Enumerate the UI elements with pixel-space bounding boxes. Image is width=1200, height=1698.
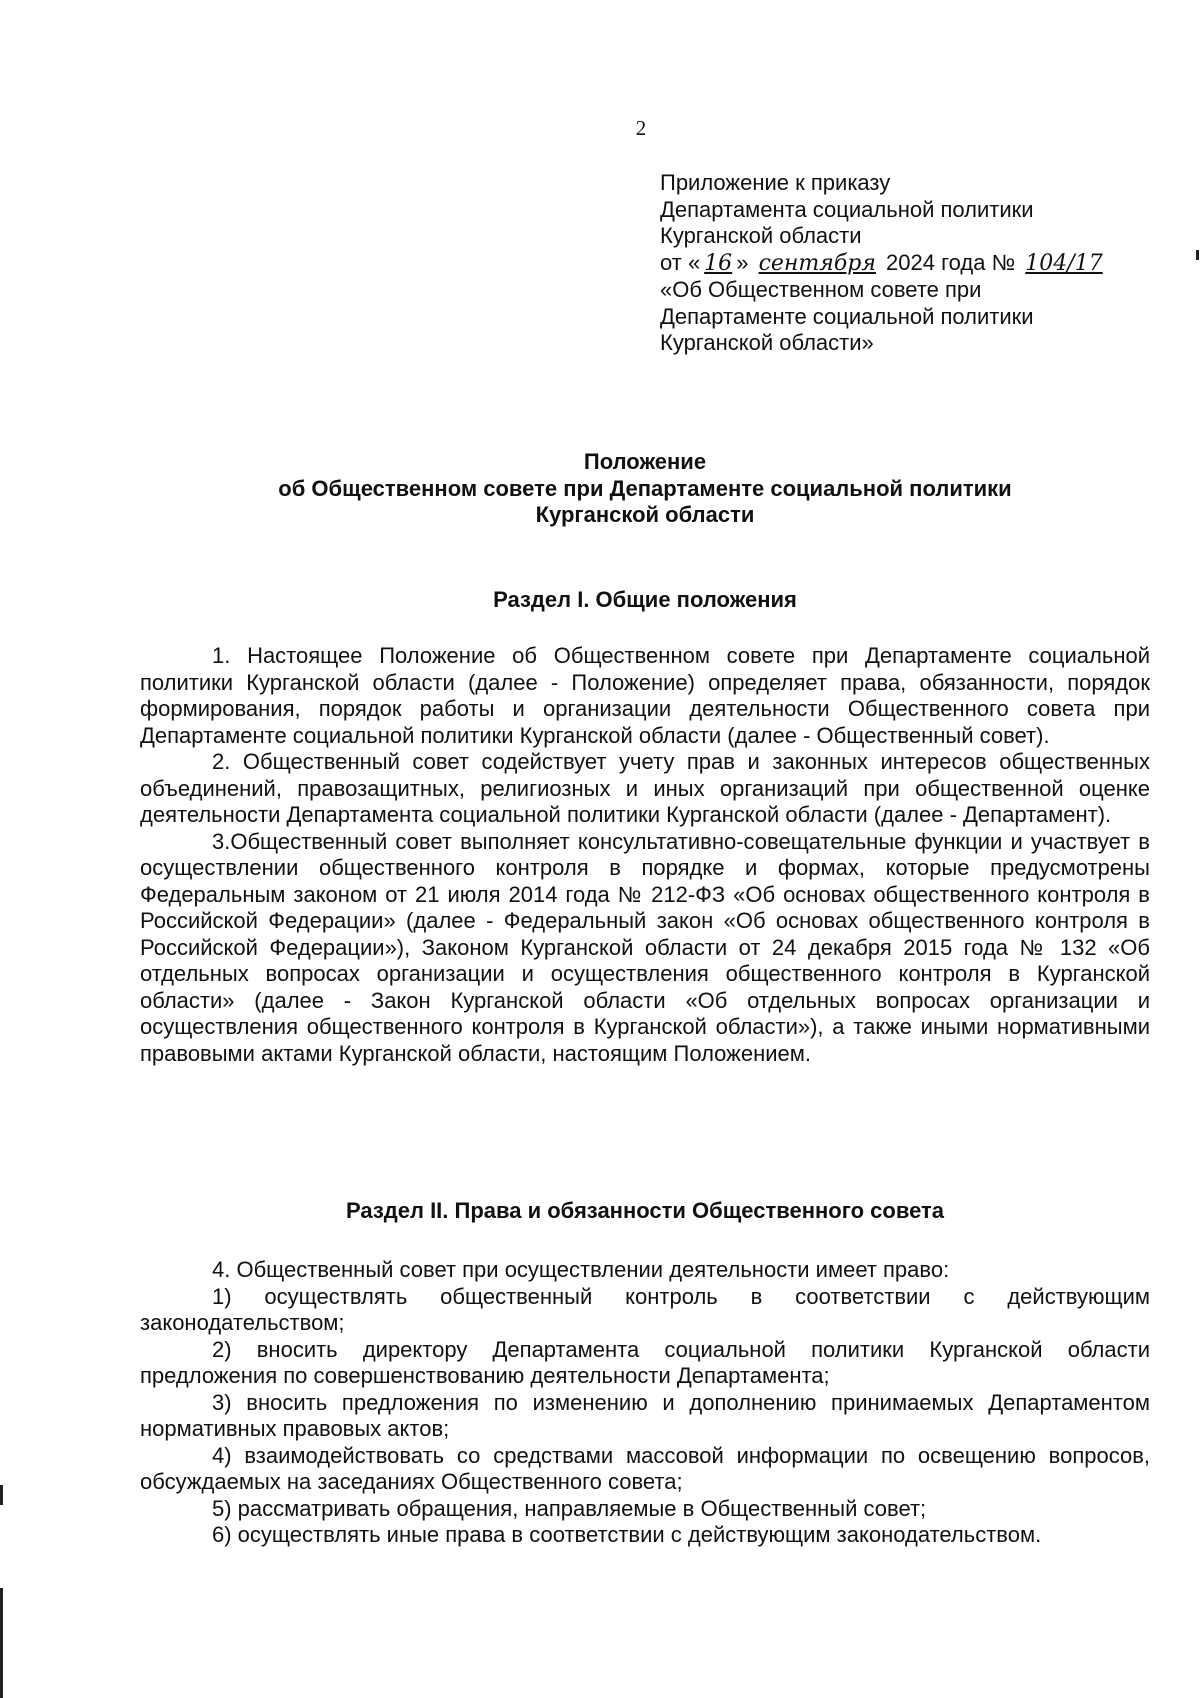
handwritten-order-number: 104/17	[1025, 250, 1103, 276]
appendix-line-5: «Об Общественном совете при	[660, 277, 982, 302]
appendix-line-2: Департамента социальной политики	[660, 196, 1034, 222]
paragraph-2: 2. Общественный совет содействует учету прав и законных интересов общественных объединений, правозащитных, религиозных и иных организаций при общественной оценке деятельности Департамента социальной политики Курганской области (далее - Департамент).	[140, 749, 1150, 827]
section-2-heading: Раздел II. Права и обязанности Общественного совета	[345, 1198, 945, 1223]
list-item-2: 2) вносить директору Департамента социальной политики Курганской области предложения по совершенствованию деятельности Департамента;	[140, 1336, 1150, 1388]
document-title	[140, 449, 1150, 529]
title-line-1: Положение	[583, 449, 707, 474]
list-item-1: 1) осуществлять общественный контроль в соответствии с действующим законодательством;	[140, 1283, 1150, 1335]
scan-edge-dash	[0, 1485, 3, 1505]
page-number: 2	[635, 116, 647, 140]
handwritten-month: сентября	[758, 250, 876, 276]
appendix-date-line	[660, 250, 1180, 278]
list-item-5: 5) рассматривать обращения, направляемые в Общественный совет;	[212, 1495, 927, 1521]
appendix-line-1: Приложение к приказу	[660, 170, 891, 195]
scan-dot-mark	[1196, 250, 1199, 260]
appendix-block	[660, 170, 1180, 357]
list-item-4: 4) взаимодействовать со средствами массовой информации по освещению вопросов, обсуждаемых на заседаниях Общественного совета;	[140, 1442, 1150, 1494]
paragraph-4: 4. Общественный совет при осуществлении деятельности имеет право:	[212, 1257, 950, 1282]
date-mid: »	[736, 249, 749, 275]
paragraph-1: 1. Настоящее Положение об Общественном совете при Департаменте социальной политики Курганской области (далее - Положение) определяет права, обязанности, порядок формирования, порядок работы и организации деятельности Общественного совета при Департаменте социальной политики Курганской области (далее - Общественный совет).	[140, 643, 1150, 748]
date-year: 2024 года №	[886, 249, 1016, 275]
section-1-heading: Раздел I. Общие положения	[493, 587, 797, 612]
date-prefix: от «	[660, 249, 701, 275]
title-line-3: Курганской области	[535, 502, 755, 527]
list-item-6: 6) осуществлять иные права в соответствии с действующим законодательством.	[212, 1522, 1042, 1547]
title-line-2: об Общественном совете при Департаменте социальной политики	[278, 475, 1012, 501]
appendix-line-7: Курганской области»	[660, 330, 874, 355]
scan-edge-mark	[0, 1588, 3, 1698]
paragraph-3: 3.Общественный совет выполняет консультативно-совещательные функции и участвует в осуществлении общественного контроля в порядке и формах, которые предусмотрены Федеральным законом от 21 июля 2014 года № 212-ФЗ «Об основах общественного контроля в Российской Федерации» (далее - Федеральный закон «Об основах общественного контроля в Российской Федерации»), Законом Курганской области от 24 декабря 2015 года № 132 «Об отдельных вопросах организации и осуществления общественного контроля в Курганской области» (далее - Закон Курганской области «Об отдельных вопросах организации и осуществления общественного контроля в Курганской области»), а также иными нормативными правовыми актами Курганской области, настоящим Положением.	[140, 828, 1150, 1066]
handwritten-day: 16	[704, 250, 733, 276]
section-2-body	[140, 1257, 1150, 1549]
appendix-line-3: Курганской области	[660, 223, 862, 248]
appendix-line-6: Департаменте социальной политики	[660, 303, 1034, 329]
section-1-body	[140, 643, 1150, 1067]
list-item-3: 3) вносить предложения по изменению и дополнению принимаемых Департаментом нормативных правовых актов;	[140, 1389, 1150, 1441]
